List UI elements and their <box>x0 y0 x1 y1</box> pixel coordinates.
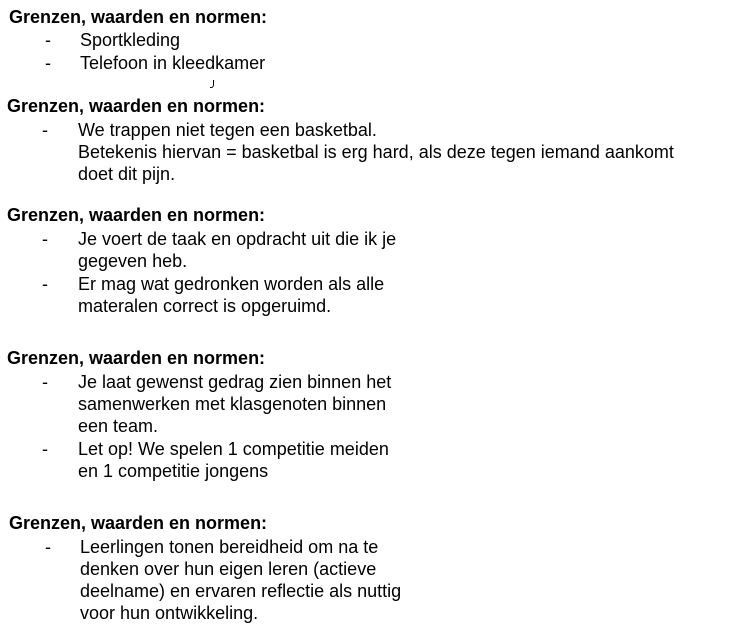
section-5 <box>9 512 754 624</box>
list-item-line: deelname) en ervaren reflectie als nuttig <box>80 581 402 601</box>
list-item-line: doet dit pijn. <box>78 164 176 184</box>
list-item-line: denken over hun eigen leren (actieve <box>80 559 377 579</box>
list-item-line: Er mag wat gedronken worden als alle <box>78 274 385 294</box>
list-item-line: Sportkleding <box>80 30 181 50</box>
list-item-line: samenwerken met klasgenoten binnen <box>78 394 387 414</box>
list-dash: - <box>42 439 48 459</box>
stray-mark <box>210 80 214 88</box>
list-item-line: en 1 competitie jongens <box>78 461 269 481</box>
list-dash: - <box>45 53 51 73</box>
list-item <box>42 273 752 317</box>
list-item <box>42 119 752 185</box>
section-1 <box>9 6 754 74</box>
list-item-line: voor hun ontwikkeling. <box>80 603 259 623</box>
section-heading: Grenzen, waarden en normen: <box>7 96 266 116</box>
list-dash: - <box>42 229 48 249</box>
list-item <box>45 29 754 51</box>
list-item <box>42 228 752 272</box>
list-item-line: We trappen niet tegen een basketbal. <box>78 120 377 140</box>
section-heading: Grenzen, waarden en normen: <box>9 7 268 27</box>
section-heading: Grenzen, waarden en normen: <box>7 348 266 368</box>
section-4 <box>7 347 752 482</box>
list-item-line: materalen correct is opgeruimd. <box>78 296 332 316</box>
section-3 <box>7 204 752 317</box>
list-item-line: Je voert de taak en opdracht uit die ik je <box>78 229 397 249</box>
list-item-line: Let op! We spelen 1 competitie meiden <box>78 439 389 459</box>
list-dash: - <box>45 30 51 50</box>
list-item-line: Je laat gewenst gedrag zien binnen het <box>78 372 392 392</box>
section-2 <box>7 95 752 185</box>
section-heading: Grenzen, waarden en normen: <box>7 205 266 225</box>
list-dash: - <box>45 537 51 557</box>
list-item <box>45 536 754 624</box>
list-item-line: Leerlingen tonen bereidheid om na te <box>80 537 379 557</box>
list-dash: - <box>42 274 48 294</box>
list-item <box>42 438 752 482</box>
list-dash: - <box>42 372 48 392</box>
section-heading: Grenzen, waarden en normen: <box>9 513 268 533</box>
list-item <box>45 52 754 74</box>
list-item-line: Betekenis hiervan = basketbal is erg hard, als deze tegen iemand aankomt <box>78 142 674 162</box>
list-item-line: gegeven heb. <box>78 251 188 271</box>
list-item <box>42 371 752 437</box>
list-dash: - <box>42 120 48 140</box>
list-item-line: een team. <box>78 416 159 436</box>
list-item-line: Telefoon in kleedkamer <box>80 53 266 73</box>
